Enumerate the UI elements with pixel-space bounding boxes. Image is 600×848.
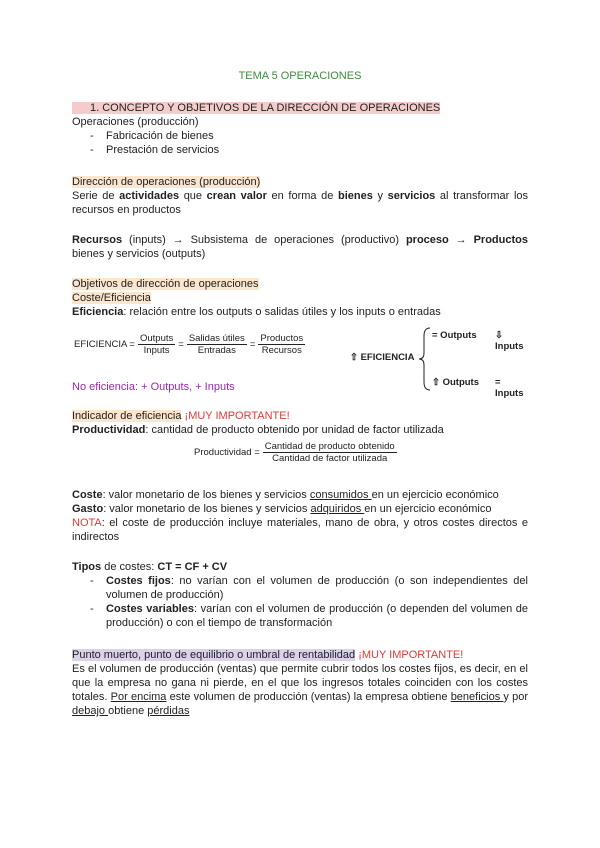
section-1	[72, 101, 528, 157]
indicador-block	[72, 409, 528, 437]
coste-eficiencia-heading: Coste/Eficiencia	[72, 292, 151, 304]
punto-muerto-text: Es el volumen de producción (ventas) que permite cubrir todos los costes fijos, es decir, en el que la empresa no gana ni pierde, en el que los ingresos totales coinciden con los costes totales. Por encima este volumen de producción (ventas) la empresa obtiene beneficios y por debajo obtiene pérdidas	[72, 663, 528, 717]
tipos-block	[72, 560, 528, 630]
productividad-definition: Productividad: cantidad de producto obtenido por unidad de factor utilizada	[72, 424, 444, 436]
important-badge: ¡MUY IMPORTANTE!	[355, 649, 464, 661]
indicador-heading: Indicador de eficiencia	[72, 410, 182, 422]
eficiencia-brace-diagram: ⇧ EFICIENCIA = Outputs ⇩ Inputs ⇧ Outputs = Inputs	[350, 326, 530, 392]
section-1-heading: 1. CONCEPTO Y OBJETIVOS DE LA DIRECCIÓN DE OPERACIONES	[72, 102, 440, 114]
tipos-heading: Tipos de costes: CT = CF + CV	[72, 561, 228, 573]
eficiencia-center-label: ⇧ EFICIENCIA	[350, 352, 415, 363]
page-title: TEMA 5 OPERACIONES	[238, 70, 362, 82]
eficiencia-formula: EFICIENCIA = $\frac{\text{Outputs}}{\text{Inputs}}$ = $\frac{\text{Salidas útiles}}{\text{Entradas}}$ = $\frac{\text{Productos}}{\text{Recursos}}$	[74, 333, 304, 356]
operaciones-intro: Operaciones (producción)	[72, 116, 199, 128]
eficiencia-definition: Eficiencia: relación entre los outputs o salidas útiles y los inputs o entradas	[72, 306, 441, 318]
list-item: - Costes fijos: no varían con el volumen de producción (o son independientes del volumen de producción)	[72, 574, 528, 602]
list-item: - Costes variables: varían con el volumen de producción (o dependen del volumen de producción) o con el tiempo de transformación	[72, 602, 528, 630]
punto-muerto-block	[72, 648, 528, 718]
operaciones-list	[72, 129, 528, 157]
objetivos-block	[72, 277, 528, 319]
punto-muerto-heading: Punto muerto, punto de equilibrio o umbral de rentabilidad	[72, 649, 356, 661]
direccion-block	[72, 175, 528, 217]
tipos-list	[72, 574, 528, 630]
direccion-heading: Dirección de operaciones (producción)	[72, 176, 261, 188]
list-item: - Prestación de servicios	[72, 143, 528, 157]
gasto-definition: Gasto: valor monetario de los bienes y servicios adquiridos en un ejercicio económico	[72, 503, 492, 515]
productividad-formula: Productividad = $\frac{\text{Cantidad de producto obtenido}}{\text{Cantidad de factor utilizada}}$	[194, 441, 395, 464]
coste-gasto-block	[72, 488, 528, 544]
objetivos-heading: Objetivos de dirección de operaciones	[72, 278, 259, 290]
direccion-text: Serie de actividades que crean valor en forma de bienes y servicios al transformar los recursos en productos	[72, 190, 529, 216]
coste-definition: Coste: valor monetario de los bienes y servicios consumidos en un ejercicio económico	[72, 489, 499, 501]
list-item: - Fabricación de bienes	[72, 129, 528, 143]
recursos-block: Recursos (inputs) → Subsistema de operaciones (productivo) proceso → Productos bienes y servicios (outputs)	[72, 234, 528, 260]
important-badge: ¡MUY IMPORTANTE!	[181, 410, 290, 422]
nota: NOTA: el coste de producción incluye materiales, mano de obra, y otros costes directos e indirectos	[72, 517, 528, 543]
no-eficiencia-note: No eficiencia: + Outputs, + Inputs	[72, 381, 235, 393]
